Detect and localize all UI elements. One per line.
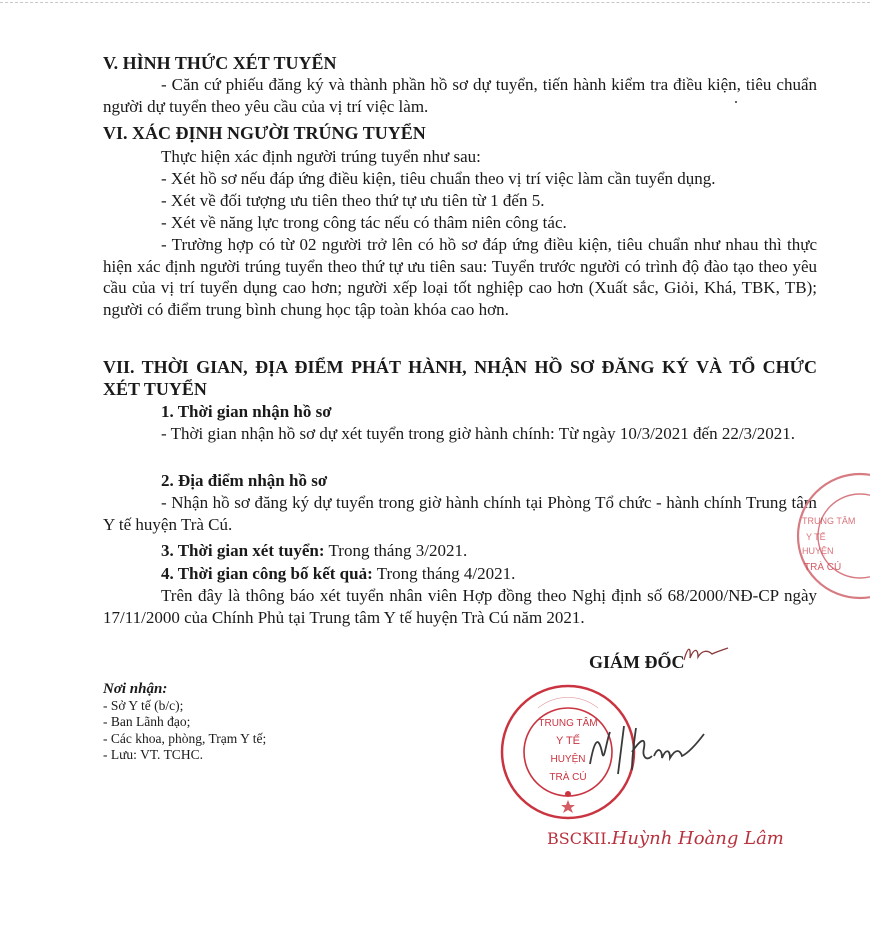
recipient-item: - Lưu: VT. TCHC. bbox=[103, 747, 203, 763]
side-seal bbox=[778, 470, 870, 604]
section-vii-sub2-text: - Nhận hồ sơ đăng ký dự tuyển trong giờ hành chính tại Phòng Tổ chức - hành chính Trung tâm Y tế huyện Trà Cú. bbox=[103, 493, 817, 534]
side-seal-text: Y TẾ bbox=[806, 532, 826, 542]
sub3-title: 3. Thời gian xét tuyển: bbox=[161, 541, 325, 560]
section-v-paragraph: - Căn cứ phiếu đăng ký và thành phần hồ sơ dự tuyển, tiến hành kiểm tra điều kiện, tiêu chuẩn người dự tuyển theo yêu cầu của vị trí việc làm. bbox=[103, 75, 817, 116]
page-edge-line bbox=[0, 2, 870, 4]
section-vi-item-3: - Xét về năng lực trong công tác nếu có thâm niên công tác. bbox=[161, 213, 567, 232]
sub4-title: 4. Thời gian công bố kết quả: bbox=[161, 564, 373, 583]
side-seal-text: TRUNG TÂM bbox=[802, 516, 856, 526]
section-vi-intro: Thực hiện xác định người trúng tuyển như sau: bbox=[161, 147, 481, 166]
recipient-item: - Ban Lãnh đạo; bbox=[103, 714, 191, 730]
signer-title: GIÁM ĐỐC bbox=[589, 652, 685, 672]
seal-line-2: Y TẾ bbox=[555, 735, 581, 747]
signer-name bbox=[547, 828, 784, 850]
recipients-block bbox=[103, 681, 266, 764]
recipient-item: - Các khoa, phòng, Trạm Y tế; bbox=[103, 730, 267, 746]
section-vii-sub2-title: 2. Địa điểm nhận hồ sơ bbox=[161, 471, 328, 490]
section-vii-sub3 bbox=[103, 540, 817, 562]
sub4-text: Trong tháng 4/2021. bbox=[376, 564, 516, 583]
recipient-item: - Sở Y tế (b/c); bbox=[103, 698, 184, 713]
signer-fullname: Huỳnh Hoàng Lâm bbox=[611, 828, 784, 849]
sub3-text: Trong tháng 3/2021. bbox=[328, 541, 468, 560]
initials-mark bbox=[682, 642, 732, 666]
section-vi-heading: VI. XÁC ĐỊNH NGƯỜI TRÚNG TUYỂN bbox=[103, 123, 426, 143]
section-vi-item-1: - Xét hồ sơ nếu đáp ứng điều kiện, tiêu chuẩn theo vị trí việc làm cần tuyển dụng. bbox=[161, 169, 716, 188]
section-vi-item-2: - Xét về đối tượng ưu tiên theo thứ tự ưu tiên từ 1 đến 5. bbox=[161, 191, 545, 210]
speck bbox=[735, 101, 737, 103]
side-seal-text: HUYỆN bbox=[802, 546, 834, 556]
closing-paragraph: Trên đây là thông báo xét tuyển nhân viên Hợp đồng theo Nghị định số 68/2000/NĐ-CP ngày 17/11/2000 của Chính Phủ tại Trung tâm Y tế huyện Trà Cú năm 2021. bbox=[103, 586, 817, 627]
signer-degree: BSCKII. bbox=[547, 829, 612, 848]
seal-line-1: TRUNG TÂM bbox=[538, 718, 598, 729]
recipients-title: Nơi nhận: bbox=[103, 681, 168, 697]
section-vii-sub1-text: - Thời gian nhận hồ sơ dự xét tuyển trong giờ hành chính: Từ ngày 10/3/2021 đến 22/3/2021. bbox=[161, 424, 796, 443]
seal-line-3: HUYỆN bbox=[550, 754, 586, 765]
section-vi-item-4: - Trường hợp có từ 02 người trở lên có hồ sơ đáp ứng điều kiện, tiêu chuẩn như nhau thì thực hiện xác định người trúng tuyển theo thứ tự ưu tiên sau: Tuyển trước người có trình độ đào tạo theo yêu cầu của vị trí tuyển dụng cao hơn; người xếp loại tốt nghiệp cao hơn (Xuất sắc, Giỏi, Khá, TBK, TB); người có điểm trung bình chung học tập toàn khóa cao hơn. bbox=[103, 235, 817, 319]
section-vii-sub1-title: 1. Thời gian nhận hồ sơ bbox=[161, 402, 332, 421]
section-vii-heading: VII. THỜI GIAN, ĐỊA ĐIỂM PHÁT HÀNH, NHẬN HỒ SƠ ĐĂNG KÝ VÀ TỔ CHỨC XÉT TUYỂN bbox=[103, 357, 817, 399]
seal-line-4: TRÀ CÚ bbox=[549, 772, 587, 783]
handwritten-signature bbox=[580, 712, 720, 782]
side-seal-text: TRÀ CÚ bbox=[804, 562, 842, 573]
section-v-heading: V. HÌNH THỨC XÉT TUYỂN bbox=[103, 53, 337, 73]
section-vii-sub4 bbox=[103, 563, 817, 585]
